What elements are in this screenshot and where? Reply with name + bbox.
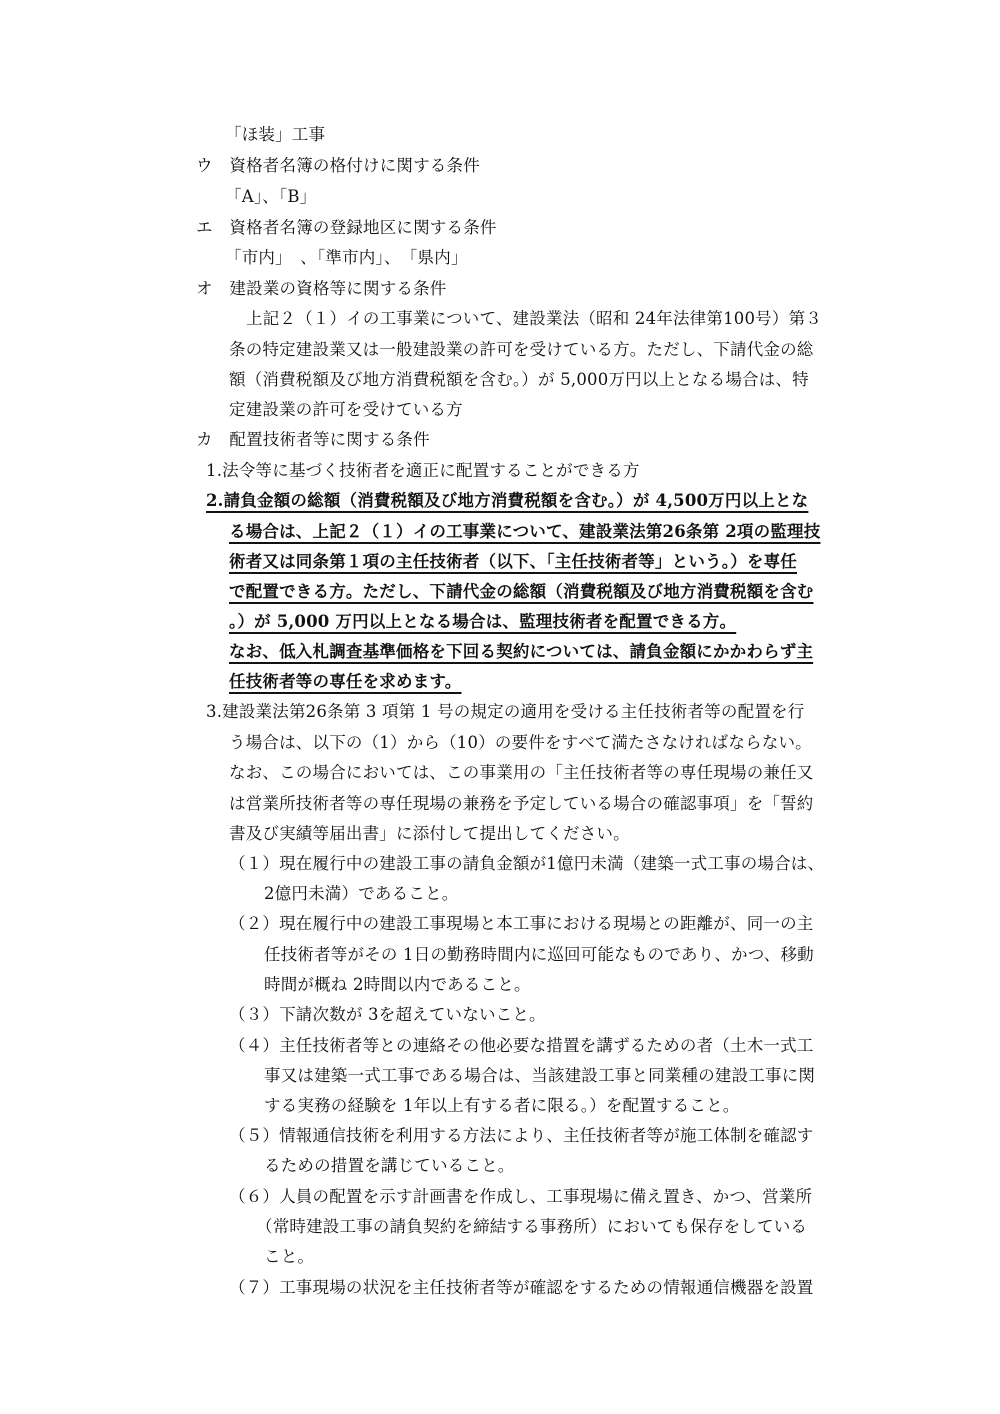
text-line: 時間が概ね 2時間以内であること。 (264, 975, 531, 994)
requirement-2: （２）現在履行中の建設工事現場と本工事における現場との距離が、同一の主 (229, 914, 814, 933)
text-line: 条の特定建設業又は一般建設業の許可を受けている方。ただし、下請代金の総 (229, 340, 814, 359)
text-line: 任技術者等がその 1日の勤務時間内に巡回可能なものであり、かつ、移動 (264, 945, 814, 964)
text-line: るための措置を講じていること。 (264, 1156, 515, 1175)
text-line: する実務の経験を 1年以上有する者に限る。）を配置すること。 (264, 1096, 740, 1115)
text-line: 「ほ装」工事 (225, 125, 326, 144)
text-line: 事又は建築一式工事である場合は、当該建設工事と同業種の建設工事に関 (264, 1066, 816, 1085)
text-line-bold: る場合は、上記２（１）イの工事業について、建設業法第26条第 2項の監理技 (229, 522, 821, 541)
text-line: （常時建設工事の請負契約を締結する事務所）においても保存をしている (256, 1217, 808, 1236)
requirement-6: （６）人員の配置を示す計画書を作成し、工事現場に備え置き、かつ、営業所 (229, 1187, 813, 1206)
requirement-1: （１）現在履行中の建設工事の請負金額が1億円未満（建築一式工事の場合は、 (229, 854, 825, 873)
text-line: 2億円未満）であること。 (264, 884, 459, 903)
list-item-3: 3.建設業法第26条第 3 項第 1 号の規定の適用を受ける主任技術者等の配置を行 (206, 702, 805, 721)
text-line: は営業所技術者等の専任現場の兼務を予定している場合の確認事項」を「誓約 (229, 794, 814, 813)
requirement-7: （７）工事現場の状況を主任技術者等が確認をするための情報通信機器を設置 (229, 1278, 814, 1297)
text-line-bold: で配置できる方。ただし、下請代金の総額（消費税額及び地方消費税額を含む (229, 582, 814, 601)
text-line: 上記２（１）イの工事業について、建設業法（昭和 24年法律第100号）第３ (246, 309, 822, 328)
text-line-bold: 任技術者等の専任を求めます。 (229, 672, 462, 691)
section-heading-ka: カ 配置技術者等に関する条件 (196, 430, 430, 449)
text-line: 「市内」 、「準市内」、 「県内」 (225, 248, 468, 267)
section-heading-u: ウ 資格者名簿の格付けに関する条件 (196, 156, 480, 175)
text-line-bold: 術者又は同条第１項の主任技術者（以下、「主任技術者等」という。）を専任 (229, 552, 797, 571)
section-heading-e: エ 資格者名簿の登録地区に関する条件 (196, 218, 497, 237)
requirement-3: （３）下請次数が 3を超えていないこと。 (229, 1005, 546, 1024)
text-line: う場合は、以下の（1）から（10）の要件をすべて満たさなければならない。 (229, 733, 812, 752)
section-heading-o: オ 建設業の資格等に関する条件 (196, 279, 447, 298)
text-line: 額（消費税額及び地方消費税額を含む。）が 5,000万円以上となる場合は、特 (229, 370, 809, 389)
list-item-1: 1.法令等に基づく技術者を適正に配置することができる方 (206, 461, 640, 480)
text-line: 書及び実績等届出書」に添付して提出してください。 (229, 824, 630, 843)
requirement-5: （５）情報通信技術を利用する方法により、主任技術者等が施工体制を確認す (229, 1126, 814, 1145)
text-line: なお、この場合においては、この事業用の「主任技術者等の専任現場の兼任又 (229, 763, 814, 782)
text-line-bold: なお、低入札調査基準価格を下回る契約については、請負金額にかかわらず主 (229, 642, 814, 661)
text-line-bold: 。）が 5,000 万円以上となる場合は、監理技術者を配置できる方。 (229, 612, 737, 631)
text-line: 定建設業の許可を受けている方 (229, 400, 463, 419)
text-line: 「A」、「B」 (225, 187, 317, 206)
list-item-2: 2.請負金額の総額（消費税額及び地方消費税額を含む。）が 4,500万円以上とな (206, 491, 809, 510)
text-line: こと。 (264, 1247, 315, 1266)
requirement-4: （４）主任技術者等との連絡その他必要な措置を講ずるための者（土木一式工 (229, 1036, 814, 1055)
